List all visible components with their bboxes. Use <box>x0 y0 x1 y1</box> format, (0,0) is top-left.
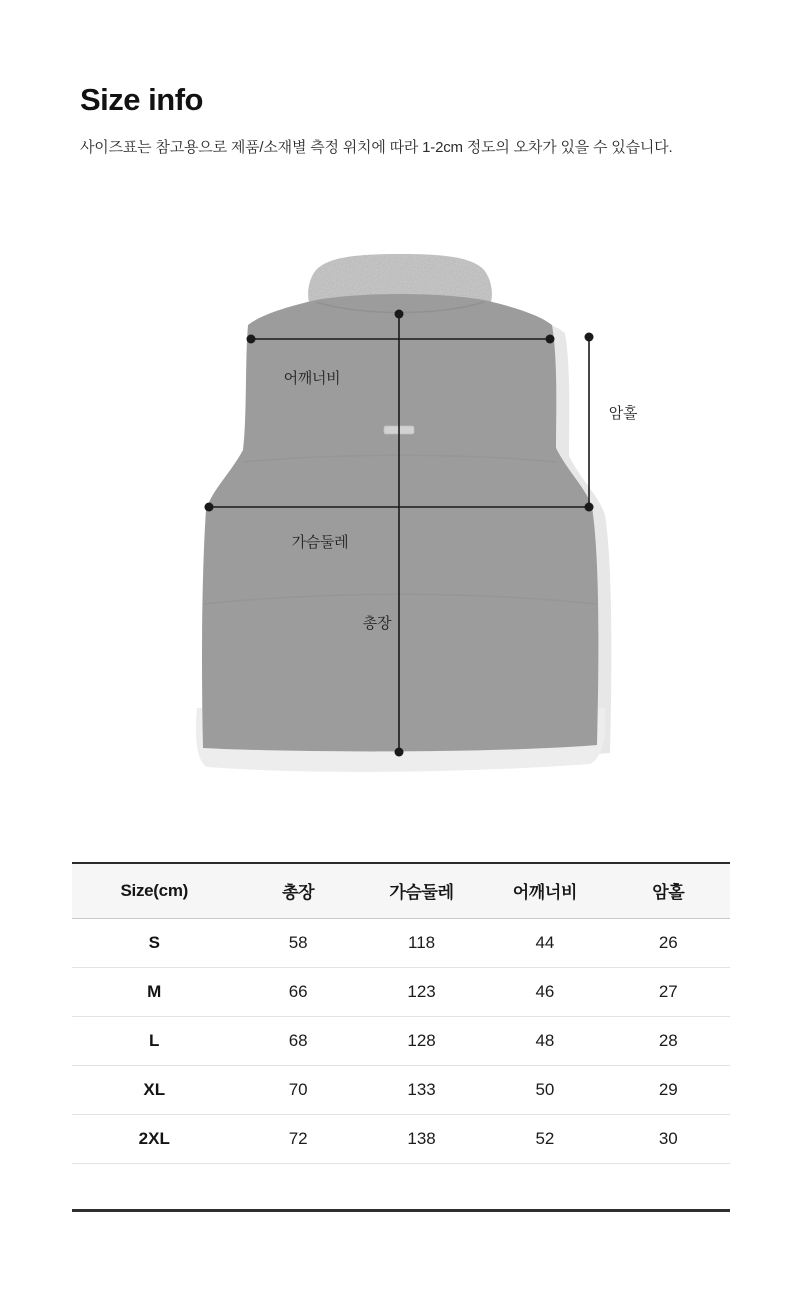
value-cell: 26 <box>607 918 730 967</box>
size-cell: S <box>72 918 237 967</box>
vest-measurement-diagram <box>0 240 800 800</box>
column-header-size: Size(cm) <box>72 863 237 918</box>
value-cell: 46 <box>483 967 606 1016</box>
value-cell: 68 <box>237 1016 360 1065</box>
value-cell: 52 <box>483 1114 606 1163</box>
value-cell: 123 <box>360 967 483 1016</box>
label-shoulder-width: 어깨너비 <box>283 370 341 387</box>
table-spacer-row <box>72 1163 730 1210</box>
value-cell: 27 <box>607 967 730 1016</box>
value-cell: 58 <box>237 918 360 967</box>
table-header-row <box>72 863 730 918</box>
size-cell: L <box>72 1016 237 1065</box>
value-cell: 72 <box>237 1114 360 1163</box>
label-chest-circumference: 가슴둘레 <box>291 534 349 551</box>
value-cell: 48 <box>483 1016 606 1065</box>
size-table-section <box>72 862 730 1212</box>
size-table <box>72 862 730 1212</box>
table-row-xl <box>72 1065 730 1114</box>
page-subtitle: 사이즈표는 참고용으로 제품/소재별 측정 위치에 따라 1-2cm 정도의 오차가 있을 수 있습니다. <box>80 139 673 156</box>
measure-dot <box>585 503 594 512</box>
measure-dot <box>205 503 214 512</box>
page-title: Size info <box>80 82 203 117</box>
value-cell: 29 <box>607 1065 730 1114</box>
column-header-length: 총장 <box>237 863 360 918</box>
measure-dot <box>395 748 404 757</box>
column-header-shoulder: 어깨너비 <box>483 863 606 918</box>
value-cell: 66 <box>237 967 360 1016</box>
table-row-s <box>72 918 730 967</box>
value-cell: 128 <box>360 1016 483 1065</box>
column-header-chest: 가슴둘레 <box>360 863 483 918</box>
size-cell: 2XL <box>72 1114 237 1163</box>
value-cell: 133 <box>360 1065 483 1114</box>
table-row-2xl <box>72 1114 730 1163</box>
column-header-armhole: 암홀 <box>607 863 730 918</box>
value-cell: 30 <box>607 1114 730 1163</box>
value-cell: 70 <box>237 1065 360 1114</box>
size-cell: XL <box>72 1065 237 1114</box>
value-cell: 44 <box>483 918 606 967</box>
label-total-length: 총장 <box>362 615 392 632</box>
measure-dot <box>395 310 404 319</box>
measure-dot <box>247 335 256 344</box>
measure-dot <box>546 335 555 344</box>
table-row-m <box>72 967 730 1016</box>
value-cell: 138 <box>360 1114 483 1163</box>
value-cell: 50 <box>483 1065 606 1114</box>
measure-dot <box>585 333 594 342</box>
vest-diagram-svg <box>0 240 800 800</box>
label-armhole: 암홀 <box>608 405 638 422</box>
size-cell: M <box>72 967 237 1016</box>
value-cell: 118 <box>360 918 483 967</box>
vest-body <box>202 294 598 751</box>
table-row-l <box>72 1016 730 1065</box>
value-cell: 28 <box>607 1016 730 1065</box>
